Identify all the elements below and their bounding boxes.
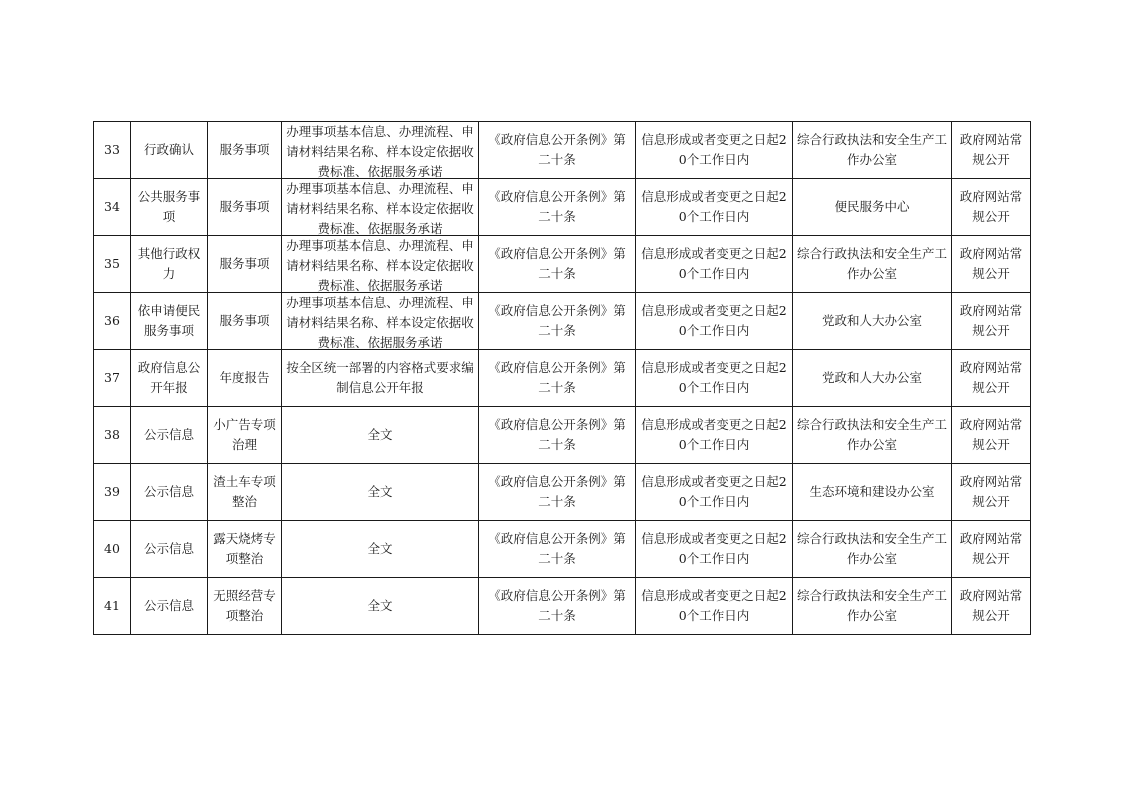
category-cell bbox=[131, 407, 208, 464]
time-limit-cell bbox=[636, 464, 793, 521]
row-number-cell bbox=[94, 407, 131, 464]
item-type-cell-text: 年度报告 bbox=[219, 370, 270, 385]
row-number-cell-text: 40 bbox=[104, 541, 120, 556]
item-type-cell bbox=[208, 350, 282, 407]
category-cell bbox=[131, 122, 208, 179]
content-cell-text: 全文 bbox=[367, 541, 393, 556]
channel-cell bbox=[952, 236, 1031, 293]
legal-basis-cell-text: 《政府信息公开条例》第二十条 bbox=[488, 417, 626, 452]
content-cell-text: 办理事项基本信息、办理流程、申请材料结果名称、样本设定依据收费标准、依据服务承诺 bbox=[286, 295, 474, 349]
channel-cell-text: 政府网站常规公开 bbox=[959, 246, 1023, 281]
time-limit-cell bbox=[636, 236, 793, 293]
content-cell bbox=[282, 293, 479, 350]
time-limit-cell-text: 信息形成或者变更之日起20个工作日内 bbox=[641, 132, 787, 167]
table-row bbox=[94, 236, 1031, 293]
time-limit-cell-text: 信息形成或者变更之日起20个工作日内 bbox=[641, 417, 787, 452]
category-cell-text: 依申请便民服务事项 bbox=[137, 303, 201, 338]
item-type-cell-text: 服务事项 bbox=[219, 199, 270, 214]
channel-cell-text: 政府网站常规公开 bbox=[959, 189, 1023, 224]
item-type-cell bbox=[208, 293, 282, 350]
time-limit-cell bbox=[636, 521, 793, 578]
row-number-cell bbox=[94, 578, 131, 635]
department-cell-text: 综合行政执法和安全生产工作办公室 bbox=[797, 588, 947, 623]
department-cell bbox=[793, 179, 952, 236]
category-cell-text: 公共服务事项 bbox=[137, 189, 201, 224]
table-row bbox=[94, 122, 1031, 179]
channel-cell-text: 政府网站常规公开 bbox=[959, 417, 1023, 452]
row-number-cell-text: 37 bbox=[104, 370, 120, 385]
department-cell-text: 综合行政执法和安全生产工作办公室 bbox=[797, 531, 947, 566]
item-type-cell-text: 渣土车专项整治 bbox=[213, 474, 276, 509]
time-limit-cell-text: 信息形成或者变更之日起20个工作日内 bbox=[641, 360, 787, 395]
legal-basis-cell bbox=[479, 407, 636, 464]
category-cell bbox=[131, 179, 208, 236]
channel-cell-text: 政府网站常规公开 bbox=[959, 474, 1023, 509]
content-cell bbox=[282, 179, 479, 236]
legal-basis-cell-text: 《政府信息公开条例》第二十条 bbox=[488, 246, 626, 281]
department-cell-text: 综合行政执法和安全生产工作办公室 bbox=[797, 417, 947, 452]
legal-basis-cell-text: 《政府信息公开条例》第二十条 bbox=[488, 588, 626, 623]
department-cell-text: 综合行政执法和安全生产工作办公室 bbox=[797, 246, 947, 281]
channel-cell-text: 政府网站常规公开 bbox=[959, 531, 1023, 566]
row-number-cell bbox=[94, 521, 131, 578]
time-limit-cell-text: 信息形成或者变更之日起20个工作日内 bbox=[641, 588, 787, 623]
content-cell-text: 办理事项基本信息、办理流程、申请材料结果名称、样本设定依据收费标准、依据服务承诺 bbox=[286, 124, 474, 178]
channel-cell bbox=[952, 407, 1031, 464]
time-limit-cell-text: 信息形成或者变更之日起20个工作日内 bbox=[641, 474, 787, 509]
legal-basis-cell-text: 《政府信息公开条例》第二十条 bbox=[488, 531, 626, 566]
legal-basis-cell-text: 《政府信息公开条例》第二十条 bbox=[488, 474, 626, 509]
item-type-cell-text: 小广告专项治理 bbox=[213, 417, 276, 452]
category-cell bbox=[131, 350, 208, 407]
row-number-cell-text: 34 bbox=[104, 199, 120, 214]
time-limit-cell bbox=[636, 578, 793, 635]
item-type-cell-text: 服务事项 bbox=[219, 313, 270, 328]
item-type-cell-text: 无照经营专项整治 bbox=[213, 588, 276, 623]
table-row bbox=[94, 407, 1031, 464]
disclosure-table bbox=[93, 121, 1031, 635]
content-cell-text: 按全区统一部署的内容格式要求编制信息公开年报 bbox=[286, 360, 474, 395]
category-cell bbox=[131, 236, 208, 293]
row-number-cell-text: 36 bbox=[104, 313, 120, 328]
content-cell-text: 办理事项基本信息、办理流程、申请材料结果名称、样本设定依据收费标准、依据服务承诺 bbox=[286, 238, 474, 292]
department-cell bbox=[793, 293, 952, 350]
legal-basis-cell bbox=[479, 350, 636, 407]
row-number-cell-text: 39 bbox=[104, 484, 120, 499]
item-type-cell bbox=[208, 464, 282, 521]
table-body bbox=[94, 122, 1031, 635]
channel-cell-text: 政府网站常规公开 bbox=[959, 132, 1023, 167]
content-cell bbox=[282, 407, 479, 464]
table-row bbox=[94, 293, 1031, 350]
row-number-cell bbox=[94, 236, 131, 293]
category-cell bbox=[131, 464, 208, 521]
legal-basis-cell-text: 《政府信息公开条例》第二十条 bbox=[488, 132, 626, 167]
category-cell-text: 政府信息公开年报 bbox=[137, 360, 201, 395]
legal-basis-cell-text: 《政府信息公开条例》第二十条 bbox=[488, 189, 626, 224]
content-cell bbox=[282, 521, 479, 578]
channel-cell bbox=[952, 179, 1031, 236]
channel-cell-text: 政府网站常规公开 bbox=[959, 360, 1023, 395]
department-cell-text: 生态环境和建设办公室 bbox=[809, 484, 935, 499]
department-cell bbox=[793, 407, 952, 464]
legal-basis-cell bbox=[479, 464, 636, 521]
table-row bbox=[94, 350, 1031, 407]
row-number-cell-text: 41 bbox=[104, 598, 120, 613]
time-limit-cell bbox=[636, 122, 793, 179]
time-limit-cell-text: 信息形成或者变更之日起20个工作日内 bbox=[641, 246, 787, 281]
channel-cell bbox=[952, 578, 1031, 635]
time-limit-cell bbox=[636, 179, 793, 236]
category-cell bbox=[131, 293, 208, 350]
item-type-cell bbox=[208, 578, 282, 635]
item-type-cell-text: 露天烧烤专项整治 bbox=[213, 531, 276, 566]
channel-cell bbox=[952, 464, 1031, 521]
content-cell-text: 办理事项基本信息、办理流程、申请材料结果名称、样本设定依据收费标准、依据服务承诺 bbox=[286, 181, 474, 235]
legal-basis-cell bbox=[479, 179, 636, 236]
row-number-cell bbox=[94, 179, 131, 236]
legal-basis-cell bbox=[479, 578, 636, 635]
row-number-cell-text: 38 bbox=[104, 427, 120, 442]
item-type-cell bbox=[208, 521, 282, 578]
channel-cell bbox=[952, 350, 1031, 407]
time-limit-cell bbox=[636, 407, 793, 464]
item-type-cell-text: 服务事项 bbox=[219, 142, 270, 157]
content-cell-text: 全文 bbox=[367, 484, 393, 499]
content-cell bbox=[282, 236, 479, 293]
table-row bbox=[94, 521, 1031, 578]
row-number-cell bbox=[94, 464, 131, 521]
time-limit-cell-text: 信息形成或者变更之日起20个工作日内 bbox=[641, 303, 787, 338]
row-number-cell bbox=[94, 350, 131, 407]
department-cell bbox=[793, 578, 952, 635]
item-type-cell bbox=[208, 407, 282, 464]
category-cell-text: 行政确认 bbox=[143, 142, 194, 157]
row-number-cell-text: 33 bbox=[104, 142, 120, 157]
channel-cell bbox=[952, 122, 1031, 179]
category-cell-text: 其他行政权力 bbox=[137, 246, 201, 281]
legal-basis-cell-text: 《政府信息公开条例》第二十条 bbox=[488, 360, 626, 395]
content-cell bbox=[282, 578, 479, 635]
department-cell-text: 便民服务中心 bbox=[834, 199, 910, 214]
table-row bbox=[94, 179, 1031, 236]
department-cell-text: 党政和人大办公室 bbox=[821, 313, 922, 328]
legal-basis-cell bbox=[479, 293, 636, 350]
item-type-cell bbox=[208, 122, 282, 179]
legal-basis-cell bbox=[479, 236, 636, 293]
time-limit-cell bbox=[636, 350, 793, 407]
legal-basis-cell bbox=[479, 122, 636, 179]
department-cell bbox=[793, 122, 952, 179]
content-cell bbox=[282, 350, 479, 407]
department-cell bbox=[793, 464, 952, 521]
category-cell bbox=[131, 578, 208, 635]
row-number-cell-text: 35 bbox=[104, 256, 120, 271]
time-limit-cell bbox=[636, 293, 793, 350]
department-cell-text: 综合行政执法和安全生产工作办公室 bbox=[797, 132, 947, 167]
channel-cell bbox=[952, 293, 1031, 350]
time-limit-cell-text: 信息形成或者变更之日起20个工作日内 bbox=[641, 189, 787, 224]
table-row bbox=[94, 464, 1031, 521]
category-cell-text: 公示信息 bbox=[143, 598, 194, 613]
channel-cell bbox=[952, 521, 1031, 578]
category-cell-text: 公示信息 bbox=[143, 541, 194, 556]
channel-cell-text: 政府网站常规公开 bbox=[959, 303, 1023, 338]
channel-cell-text: 政府网站常规公开 bbox=[959, 588, 1023, 623]
category-cell-text: 公示信息 bbox=[143, 427, 194, 442]
content-cell-text: 全文 bbox=[367, 427, 393, 442]
item-type-cell bbox=[208, 179, 282, 236]
item-type-cell-text: 服务事项 bbox=[219, 256, 270, 271]
legal-basis-cell bbox=[479, 521, 636, 578]
row-number-cell bbox=[94, 122, 131, 179]
department-cell bbox=[793, 236, 952, 293]
item-type-cell bbox=[208, 236, 282, 293]
row-number-cell bbox=[94, 293, 131, 350]
category-cell bbox=[131, 521, 208, 578]
table-row bbox=[94, 578, 1031, 635]
department-cell-text: 党政和人大办公室 bbox=[821, 370, 922, 385]
content-cell-text: 全文 bbox=[367, 598, 393, 613]
department-cell bbox=[793, 350, 952, 407]
time-limit-cell-text: 信息形成或者变更之日起20个工作日内 bbox=[641, 531, 787, 566]
department-cell bbox=[793, 521, 952, 578]
legal-basis-cell-text: 《政府信息公开条例》第二十条 bbox=[488, 303, 626, 338]
content-cell bbox=[282, 464, 479, 521]
category-cell-text: 公示信息 bbox=[143, 484, 194, 499]
content-cell bbox=[282, 122, 479, 179]
